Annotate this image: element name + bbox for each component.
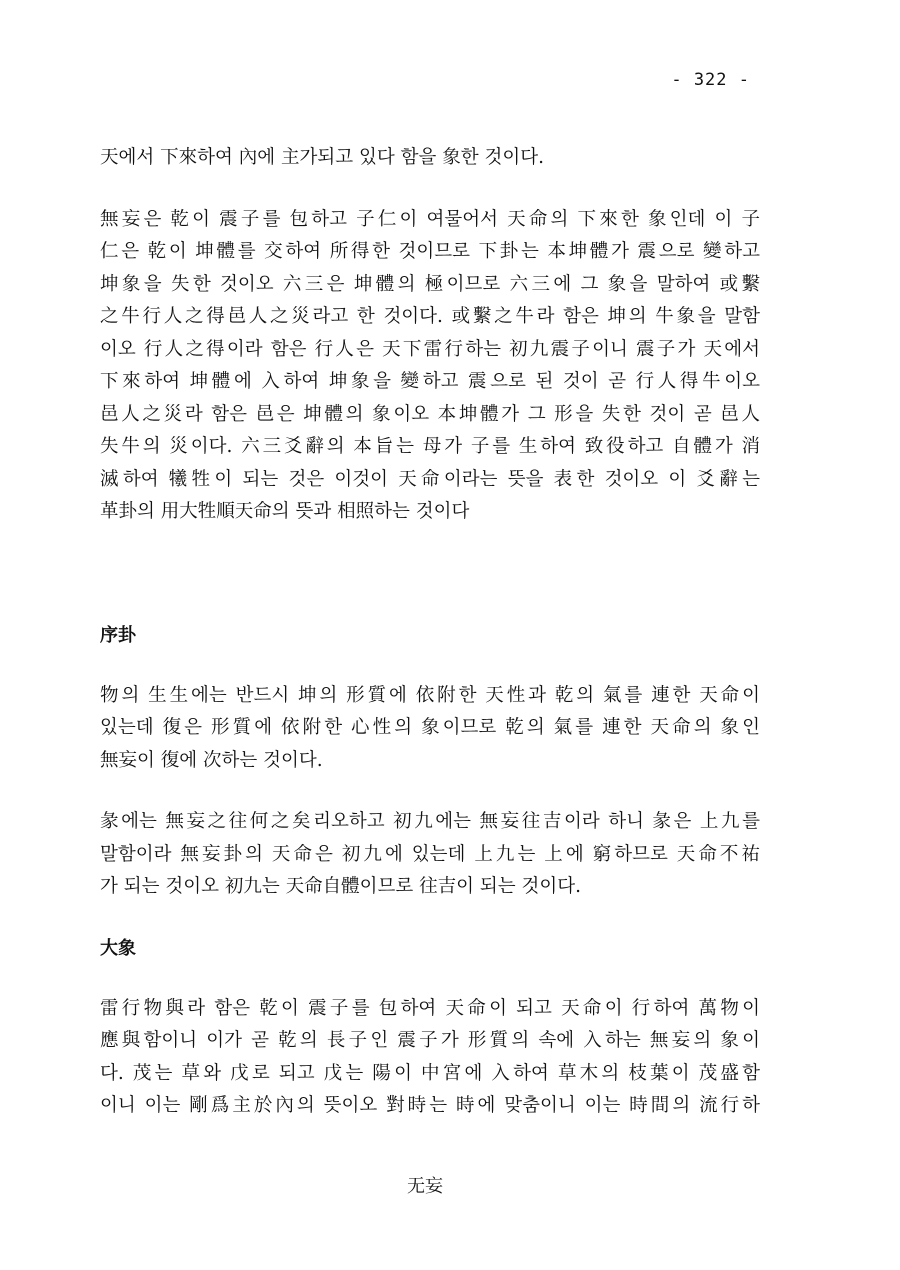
page-body xyxy=(100,142,760,1152)
text-line: 말함이라 無妄卦의 天命은 初九에 있는데 上九는 上에 窮하므로 天命不祐 xyxy=(100,843,760,865)
page-number: - 322 - xyxy=(671,70,750,90)
text-line: 之牛行人之得邑人之災라고 한 것이다. 或繫之牛라 함은 坤의 牛象을 말함 xyxy=(100,306,760,327)
text-line: 雷行物與라 함은 乾이 震子를 包하여 天命이 되고 天命이 行하여 萬物이 xyxy=(100,997,760,1019)
text-line: 滅하여 犧牲이 되는 것은 이것이 天命이라는 뜻을 表한 것이오 이 爻辭는 xyxy=(100,468,760,490)
text-line: 仁은 乾이 坤體를 交하여 所得한 것이므로 下卦는 本坤體가 震으로 變하고 xyxy=(100,241,760,262)
section-heading-xugua: 序卦 xyxy=(100,624,136,646)
daxiang-paragraph-1 xyxy=(100,993,760,1123)
text-line: 邑人之災라 함은 邑은 坤體의 象이오 本坤體가 그 形을 失한 것이 곧 邑人 xyxy=(100,403,760,425)
text-line: 物의 生生에는 반드시 坤의 形質에 依附한 天性과 乾의 氣를 連한 天命이 xyxy=(100,684,760,706)
section-heading-daxiang: 大象 xyxy=(100,937,136,959)
xugua-paragraph-1 xyxy=(100,680,760,778)
wuwang-commentary-paragraph xyxy=(100,204,760,529)
intro-paragraph xyxy=(100,142,760,175)
text-line: 이니 이는 剛爲主於內의 뜻이오 對時는 時에 맞춤이니 이는 時間의 流行하 xyxy=(100,1095,760,1116)
text-line: 應與함이니 이가 곧 乾의 長子인 震子가 形質의 속에 入하는 無妄의 象이 xyxy=(100,1030,760,1051)
text-line: 失牛의 災이다. 六三爻辭의 本旨는 母가 子를 生하여 致役하고 自體가 消 xyxy=(100,436,760,457)
text-line: 下來하여 坤體에 入하여 坤象을 變하고 震으로 된 것이 곧 行人得牛이오 xyxy=(100,371,760,392)
text-line: 天에서 下來하여 內에 主가되고 있다 함을 象한 것이다. xyxy=(100,147,544,168)
text-line: 坤象을 失한 것이오 六三은 坤體의 極이므로 六三에 그 象을 말하여 或繫 xyxy=(100,273,760,295)
text-line: 있는데 復은 形質에 依附한 心性의 象이므로 乾의 氣를 連한 天命의 象인 xyxy=(100,717,760,738)
text-line: 無妄은 乾이 震子를 包하고 子仁이 여물어서 天命의 下來한 象인데 이 子 xyxy=(100,208,760,230)
page-footer: 无妄 xyxy=(407,1176,443,1197)
text-line: 다. 茂는 草와 戊로 되고 戊는 陽이 中宮에 入하여 草木의 枝葉이 茂盛함 xyxy=(100,1062,760,1084)
text-line: 彖에는 無妄之往何之矣리오하고 初九에는 無妄往吉이라 하니 彖은 上九를 xyxy=(100,811,760,832)
text-line: 無妄이 復에 次하는 것이다. xyxy=(100,749,323,771)
xugua-paragraph-2 xyxy=(100,806,760,904)
text-line: 가 되는 것이오 初九는 天命自體이므로 往吉이 되는 것이다. xyxy=(100,876,581,897)
text-line: 이오 行人之得이라 함은 行人은 天下雷行하는 初九震子이니 震子가 天에서 xyxy=(100,338,760,360)
text-line: 革卦의 用大牲順天命의 뜻과 相照하는 것이다 xyxy=(100,501,470,522)
section-spacer xyxy=(100,558,760,620)
